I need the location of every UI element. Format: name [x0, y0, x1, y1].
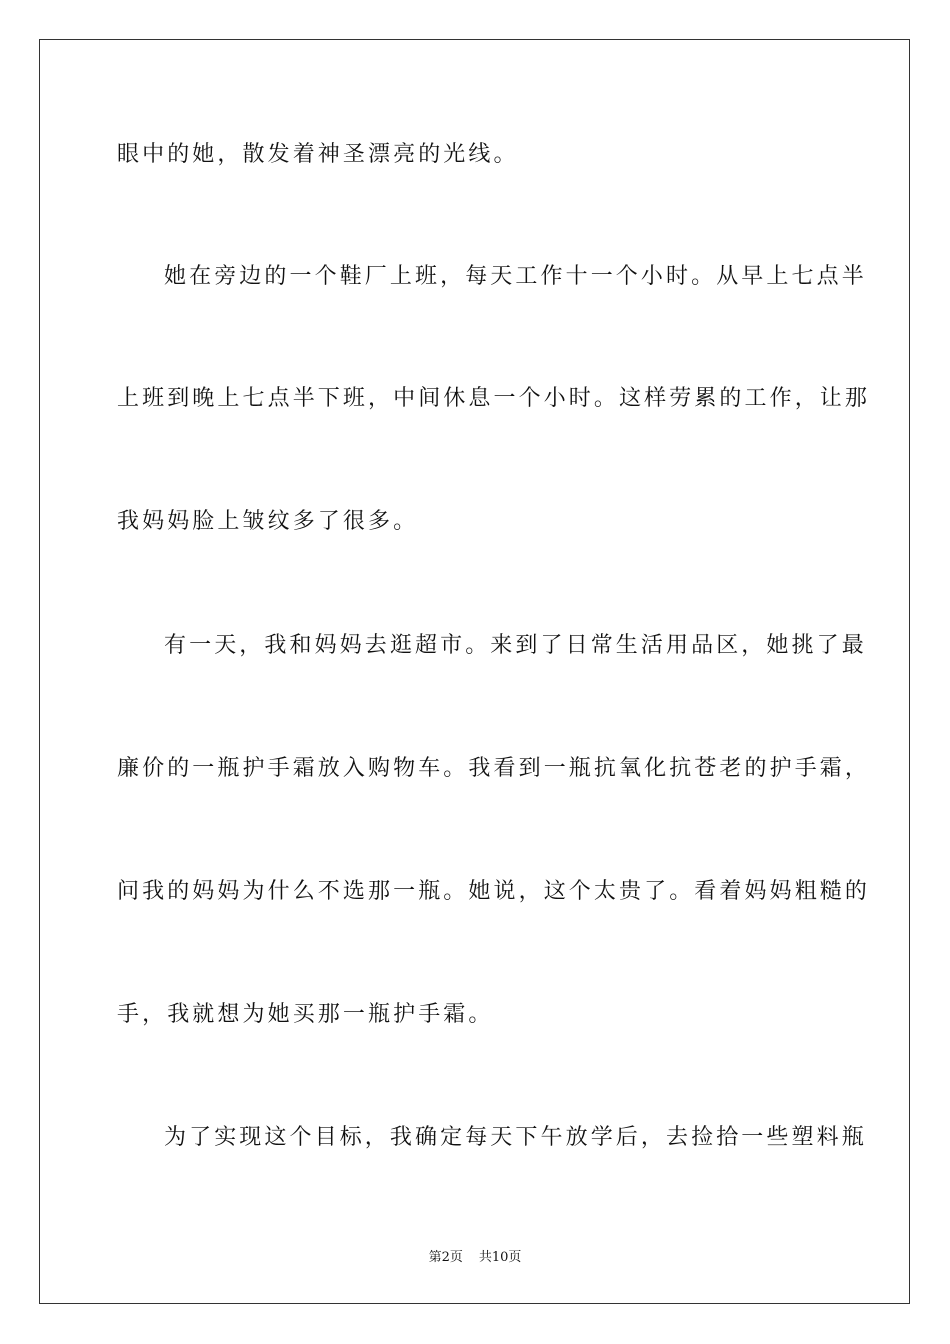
page-total: 共10页	[478, 1250, 522, 1265]
text-line-6: 廉价的一瓶护手霜放入购物车。我看到一瓶抗氧化抗苍老的护手霜，	[117, 756, 871, 781]
text-line-7: 问我的妈妈为什么不选那一瓶。她说，这个太贵了。看着妈妈粗糙的	[117, 879, 871, 904]
text-line-1: 眼中的她，散发着神圣漂亮的光线。	[117, 142, 519, 167]
text-line-4: 我妈妈脸上皱纹多了很多。	[117, 509, 419, 534]
text-line-5: 有一天，我和妈妈去逛超市。来到了日常生活用品区，她挑了最	[164, 633, 867, 658]
text-line-3: 上班到晚上七点半下班，中间休息一个小时。这样劳累的工作，让那	[117, 386, 871, 411]
page-footer	[0, 1246, 950, 1265]
text-line-9: 为了实现这个目标，我确定每天下午放学后，去捡拾一些塑料瓶	[164, 1125, 867, 1150]
page-number: 第2页	[428, 1250, 463, 1265]
page-frame	[39, 39, 910, 1304]
text-line-8: 手，我就想为她买那一瓶护手霜。	[117, 1002, 494, 1027]
text-line-2: 她在旁边的一个鞋厂上班，每天工作十一个小时。从早上七点半	[164, 264, 867, 289]
